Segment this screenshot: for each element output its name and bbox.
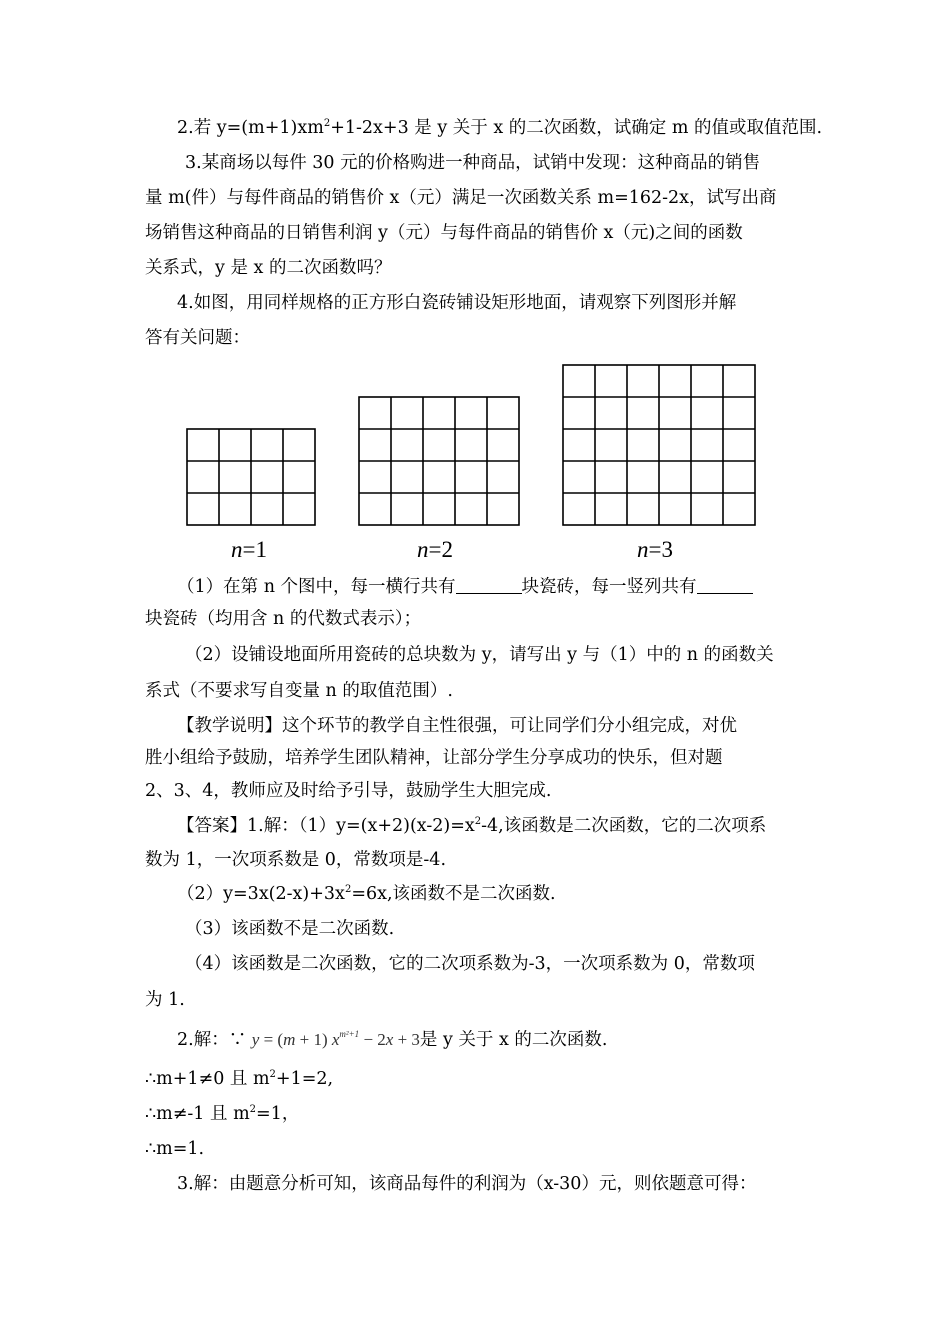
teaching-note-line-1: 【教学说明】这个环节的教学自主性很强，可让同学们分小组完成，对优 [177,716,737,736]
answer-1-part-2: $(2)y=3x(2-x)+3x^2=6x$,该函数不是二次函数. [177,884,556,904]
answer-blank-row[interactable] [456,576,522,594]
question-4-line-2: 答有关问题： [145,328,250,348]
question-4-part-2-line-2: 系式（不要求写自变量 n 的取值范围）. [145,681,453,701]
tile-grid-n1 [186,428,316,526]
question-4-part-1: （1）在第 n 个图中，每一横行共有 块瓷砖，每一竖列共有 [177,575,753,599]
formula-image: y = (m + 1) $x^{m^2+1} - 2x + 3$ [251,1029,420,1049]
answer-2-line-1: 2.解：∵ y = (m + 1) $x^{m^2+1} - 2x + 3$是 y 关于 x 的二次函数. [177,1029,608,1050]
answer-1-line-1: 【答案】1.解：$(1)y=(x+2)(x-2)=x^2-4$,该函数是二次函数，它的二次项系 [177,816,767,836]
answer-1-part-4-line-1: （4）该函数是二次函数，它的二次项系数为-3，一次项系数为 0，常数项 [185,954,755,974]
question-4-part-1-cont: 块瓷砖（均用含 n 的代数式表示）； [145,609,422,629]
question-2: 2.若 $y=(m+1)xm^2+1-2x+3$ 是 y 关于 x 的二次函数，试确定 m 的值或取值范围. [177,118,823,138]
question-3-line-3: 场销售这种商品的日销售利润 y（元）与每件商品的销售价 x（元)之间的函数 [145,223,743,243]
question-3-line-1: 3.某商场以每件 30 元的价格购进一种商品，试销中发现：这种商品的销售 [185,153,761,173]
answer-2-line-4: ∴m=1. [145,1139,205,1159]
answer-1-line-2: 数为 1，一次项系数是 0，常数项是-4. [145,850,447,870]
question-4-line-1: 4.如图，用同样规格的正方形白瓷砖铺设矩形地面，请观察下列图形并解 [177,293,737,313]
tile-grid-n2 [358,396,520,526]
answer-blank-column[interactable] [697,576,753,594]
answer-1-part-3: （3）该函数不是二次函数. [185,919,395,939]
question-4-part-2-line-1: （2）设铺设地面所用瓷砖的总块数为 y，请写出 y 与（1）中的 n 的函数关 [185,645,774,665]
grid-label-n3: n=3 [637,537,673,562]
answer-2-line-2: ∴m+1≠0 且 $m^2+1=2$, [145,1069,334,1089]
teaching-note-line-2: 胜小组给予鼓励，培养学生团队精神，让部分学生分享成功的快乐，但对题 [145,748,723,768]
question-3-line-4: 关系式，y 是 x 的二次函数吗？ [145,258,392,278]
answer-1-part-4-line-2: 为 1. [145,990,185,1010]
question-3-line-2: 量 m(件）与每件商品的销售价 x（元）满足一次函数关系 m=162-2x，试写出商 [145,188,777,208]
tile-grid-n3 [562,364,756,526]
teaching-note-line-3: 2、3、4，教师应及时给予引导，鼓励学生大胆完成. [145,781,552,801]
answer-2-line-3: ∴m≠-1 且 $m^2=1$， [145,1104,300,1124]
grid-label-n1: n=1 [231,537,267,562]
answer-3-line-1: 3.解：由题意分析可知，该商品每件的利润为（x-30）元，则依题意可得： [177,1174,757,1194]
grid-label-n2: n=2 [417,537,453,562]
